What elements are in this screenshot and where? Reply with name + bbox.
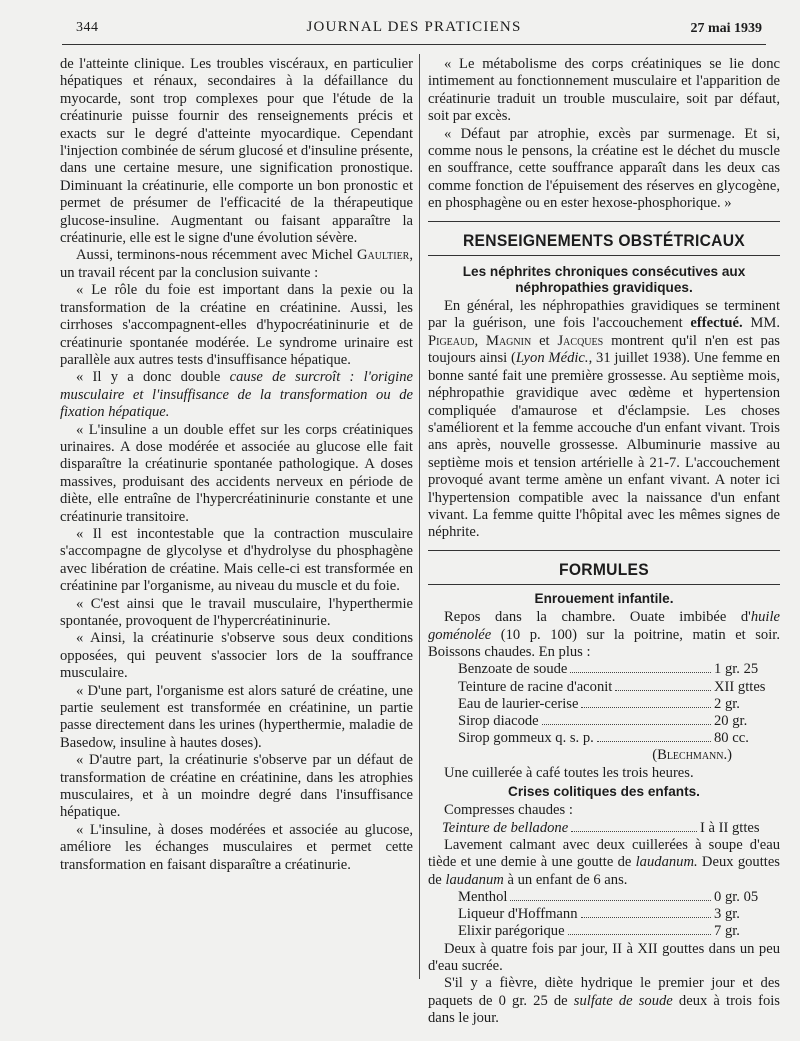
leader-dots <box>571 831 697 832</box>
page-number: 344 <box>76 20 99 35</box>
ingredient-name: Eau de laurier-cerise <box>458 695 579 712</box>
subhead-colitis: Crises colitiques des enfants. <box>508 784 700 800</box>
paragraph-conclusion-intro <box>60 247 413 282</box>
quote-defect-excess: « Défaut par atrophie, excès par surmenage. Et si, comme nous le pensons, la créatine est le déchet du muscle en souffrance, cette souffrance apparaît dans les deux cas comme fonction de l'épuisement des réserves en glycogène, en phosphagène ou en ester hexose-phosphorique. » <box>428 125 780 212</box>
leader-dots <box>597 741 711 742</box>
page-header <box>62 14 766 45</box>
quote-liver-role: « Le rôle du foie est important dans la pexie ou la transformation de la créatine en créatinine. Aussi, les cirrhoses s'accompagnent-elles d'hypocréatininurie et de créatinurie spontanée modérée. Le syndrome urinaire est parallèle aux autres tests d'insuffisance hépatique. <box>60 282 413 368</box>
subhead-nephritis: Les néphrites chroniques consécutives aux néphropathies gravidiques. <box>462 264 746 296</box>
ingredient-dose: 3 gr. <box>714 906 740 923</box>
leader-dots <box>581 707 711 708</box>
quote-muscle-work: « C'est ainsi que le travail musculaire, l'hyperthermie spontanée, provoquent de l'hypercréatininurie. <box>60 595 413 629</box>
ingredient-dose: 80 cc. <box>714 730 749 747</box>
formula-author: (Blechmann.) <box>652 747 732 764</box>
author-sep-2: et <box>531 332 558 349</box>
author-pigeaud: Pigeaud <box>428 332 475 349</box>
author-gaultier: Gaultier <box>356 247 410 264</box>
prescription-line <box>428 661 780 678</box>
paragraph-fever <box>428 975 780 1027</box>
colitis-posology: Deux à quatre fois par jour, II à XII gouttes dans un peu d'eau sucrée. <box>428 940 780 975</box>
prescription-line <box>428 820 780 837</box>
ingredient-dose: 2 gr. <box>714 695 740 712</box>
ingredient-name: Liqueur d'Hoffmann <box>458 906 578 923</box>
column-divider <box>419 54 420 979</box>
ingredient-dose: XII gttes <box>714 678 766 695</box>
quote-first-part: « D'une part, l'organisme est alors saturé de créatine, une partie seulement est transformée en créatinine, un partie passe directement dans les urines (hyperthermie, maladie de Basedow, insuline à hautes doses). <box>60 682 413 751</box>
prescription-line <box>428 696 780 713</box>
paragraph-obstetric-case <box>428 298 780 542</box>
quote-double-cause <box>60 369 413 421</box>
leader-dots <box>570 672 711 673</box>
ingredient-dose: 20 gr. <box>714 712 748 729</box>
prescription-line <box>428 713 780 730</box>
quote-two-conditions: « Ainsi, la créatinurie s'observe sous deux conditions opposées, qui peuvent s'associer lors de la souffrance musculaire. <box>60 630 413 682</box>
fever-italic: sulfate de soude <box>573 992 673 1009</box>
leader-dots <box>510 900 711 901</box>
ingredient-dose: I à II gttes <box>700 819 760 836</box>
enema-laudanum-2: laudanum <box>445 871 504 888</box>
leader-dots <box>615 690 711 691</box>
prescription-line <box>428 679 780 696</box>
prescription-line <box>428 906 780 923</box>
ingredient-name: Sirop gommeux q. s. p. <box>458 730 594 747</box>
leader-dots <box>581 917 712 918</box>
enema-text-1: Lavement calmant avec deux cuillerées à soupe d'eau tiède et une demie à une goutte de <box>428 836 780 871</box>
obstetric-case-text: , 31 juillet 1938). Une femme en bonne santé fait une première grossesse. Au septième mois, néphropathie gravidique avec œdème et hypertension compliquée d'amaurose et d'éclampsie. Les choses s'améliorent et la femme accouche d'un enfant vivant. Trois ans après, nouvelle grossesse. Albuminurie massive au septième mois et tension artérielle à 21-7. L'accouchement provoqué avant terme amène un enfant vivant. A noter ici l'hypertension compatible avec la naissance d'un enfant vivant. La femme quitte l'hôpital avec les mêmes signes de néphrite. <box>428 350 781 541</box>
enema-text-2: Deux gouttes de <box>428 854 780 888</box>
right-column <box>428 56 780 1028</box>
section-rule-top-2 <box>428 550 780 551</box>
fever-text-2: deux à trois fois dans le jour. <box>428 992 780 1027</box>
obstetric-intro-bold: effectué. <box>690 315 743 332</box>
paragraph-enema <box>428 837 780 889</box>
author-jacques: Jacques <box>557 332 604 349</box>
prescription-line <box>428 730 780 747</box>
prescription-line <box>428 923 780 940</box>
left-column <box>60 56 413 874</box>
leader-dots <box>568 934 711 935</box>
paragraph-prognosis: de l'atteinte clinique. Les troubles viscéraux, en particulier hépatiques et rénaux, secondaires à la défaillance du myocarde, sont trop complexes pour que l'étude de la créatinurie puisse fournir des renseignements précis et exacts sur le degré d'atteinte myocardique. Cependant l'injection combinée de sérum glucosé et d'insuline présente, dans une certaine mesure, une signification pronostique. Diminuant la créatinurie, elle comporte un bon pronostic et permet de présumer de l'efficacité de la thérapeutique glucose-insuline. Augmentant ou faisant apparaître la créatinurie, elle est le signe d'une évolution sévère. <box>60 56 413 247</box>
conclusion-intro-start: Aussi, terminons-nous récemment avec Michel <box>76 247 353 264</box>
section-rule-bottom <box>428 255 780 256</box>
quote-double-cause-italic: cause de surcroît : l'origine musculaire et l'insuffisance de la transformation ou de fixation hépatique. <box>60 369 413 421</box>
journal-title: JOURNAL DES PRATICIENS <box>306 19 522 35</box>
author-magnin: Magnin <box>485 332 532 349</box>
ingredient-name: Benzoate de soude <box>458 661 568 678</box>
hoarseness-posology: Une cuillerée à café toutes les trois heures. <box>444 764 694 781</box>
issue-date: 27 mai 1939 <box>690 21 762 36</box>
quote-second-part: « D'autre part, la créatinurie s'observe par un défaut de transformation de créatine en créatinine, dans les atrophies musculaires, et à un moindre degré dans l'insuffisance hépatique. <box>60 752 413 821</box>
quote-insulin-effect: « L'insuline a un double effet sur les corps créatiniques urinaires. A dose modérée et associée au glucose elle fait disparaître la créatinurie spontanée pathologique. A doses massives, produisant des accidents nerveux en période de diète, elle entraîne de l'hypercréatininurie constante et une créatinurie transitoire. <box>60 421 413 525</box>
ingredient-name: Elixir parégorique <box>458 923 565 940</box>
compresses-line: Compresses chaudes : <box>444 802 573 819</box>
hoarseness-intro-italic: huile goménolée <box>428 609 780 643</box>
ingredient-dose: 0 gr. 05 <box>714 889 759 906</box>
reference-journal: Lyon Médic. <box>515 350 589 367</box>
subhead-hoarseness: Enrouement infantile. <box>534 591 674 607</box>
obstetric-intro: En général, les néphropathies gravidiques se terminent par la guérison, une fois l'accouchement <box>428 298 780 332</box>
quote-muscle-contraction: « Il est incontestable que la contraction musculaire s'accompagne de glycolyse et d'hydrolyse du phosphagène avec libération de créatine. Mais celle-ci est transformée en créatinine par l'organisme, au niveau du muscle et du foie. <box>60 525 413 595</box>
ingredient-name: Teinture de racine d'aconit <box>458 678 613 695</box>
hoarseness-intro-1: Repos dans la chambre. Ouate imbibée d' <box>444 609 751 626</box>
ingredient-name: Teinture de belladone <box>442 819 569 836</box>
ingredient-name: Menthol <box>458 889 508 906</box>
ingredient-dose: 7 gr. <box>714 923 740 940</box>
ingredient-dose: 1 gr. 25 <box>714 661 759 678</box>
section-title-obstetric: RENSEIGNEMENTS OBSTÉTRICAUX <box>462 230 746 250</box>
section-rule-top <box>428 221 780 222</box>
hoarseness-intro-2: (10 p. 100) sur la poitrine, matin et soir. Boissons chaudes. En plus : <box>428 626 780 660</box>
paragraph-hoarseness-intro <box>428 609 780 661</box>
section-title-formulas: FORMULES <box>559 559 649 579</box>
obstetric-authors-text: montrent qu'il n'en est pas toujours ainsi ( <box>428 332 780 367</box>
fever-text-1: S'il y a fièvre, diète hydrique le premier jour et des paquets de 0 gr. 25 de <box>428 975 780 1009</box>
quote-double-cause-start: « Il y a donc double <box>76 369 221 386</box>
conclusion-intro-end: , un travail récent par la conclusion suivante : <box>60 247 413 281</box>
obstetric-authors-prefix: MM. <box>750 315 780 332</box>
author-sep-1: , <box>474 332 486 349</box>
quote-metabolism: « Le métabolisme des corps créatiniques se lie donc intimement au fonctionnement musculaire et l'apparition de créatinurie traduit un trouble musculaire, soit par défaut, soit par excès. <box>428 56 780 125</box>
enema-laudanum: laudanum. <box>635 854 698 871</box>
enema-text-3: à un enfant de 6 ans. <box>503 871 628 888</box>
quote-insulin-moderate: « L'insuline, à doses modérées et associée au glucose, améliore les échanges musculaires et permet cette transformation en faisant disparaître a créatinurie. <box>60 821 413 873</box>
section-rule-bottom-2 <box>428 584 780 585</box>
ingredient-name: Sirop diacode <box>458 712 539 729</box>
leader-dots <box>542 724 711 725</box>
prescription-line <box>428 889 780 906</box>
